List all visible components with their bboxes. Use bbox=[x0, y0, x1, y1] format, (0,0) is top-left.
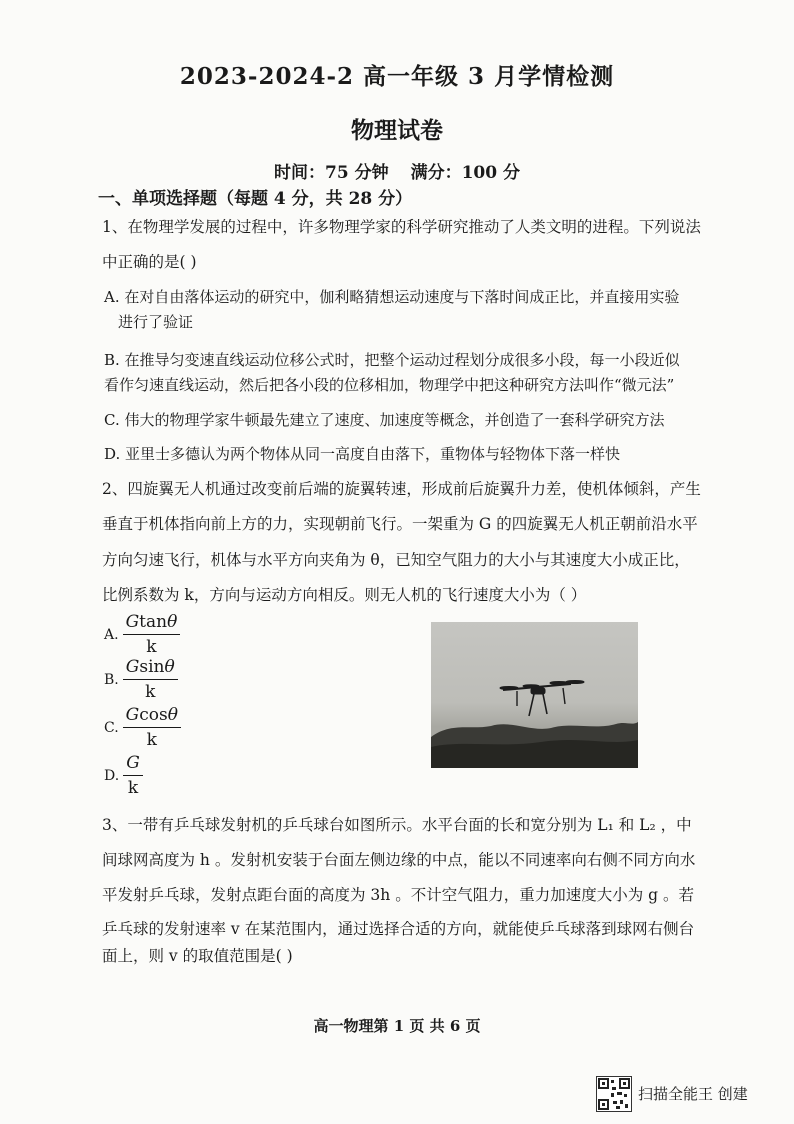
q1-option-a-line1: A. 在对自由落体运动的研究中，伽利略猜想运动速度与下落时间成正比，并直接用实验 bbox=[104, 288, 680, 306]
exam-score: 满分：100 分 bbox=[410, 163, 520, 183]
denominator: k bbox=[146, 730, 157, 750]
q1-stem-line2: 中正确的是( ) bbox=[102, 253, 197, 271]
q3-stem-line1: 3、一带有乒乓球发射机的乒乓球台如图所示。水平台面的长和宽分别为 L₁ 和 L₂ ，中 bbox=[102, 816, 692, 834]
q2-stem-line2: 垂直于机体指向前上方的力，实现朝前飞行。一架重为 G 的四旋翼无人机正朝前沿水平 bbox=[102, 515, 698, 533]
q1-option-b-line2: 看作匀速直线运动，然后把各小段的位移相加，物理学中把这种研究方法叫作“微元法” bbox=[104, 376, 675, 394]
exam-subject: 物理试卷 bbox=[351, 117, 443, 144]
exam-info bbox=[0, 158, 794, 183]
q2-stem-line1: 2、四旋翼无人机通过改变前后端的旋翼转速，形成前后旋翼升力差，使机体倾斜，产生 bbox=[102, 480, 701, 498]
q3-stem-line3: 平发射乒乓球，发射点距台面的高度为 3h 。不计空气阻力，重力加速度大小为 g 。若 bbox=[102, 886, 694, 904]
denominator: k bbox=[127, 778, 139, 798]
numerator-fn: sin bbox=[139, 657, 165, 677]
q2-stem-line3: 方向匀速飞行，机体与水平方向夹角为 θ，已知空气阻力的大小与其速度大小成正比， bbox=[102, 551, 690, 569]
exam-time: 时间：75 分钟 bbox=[274, 163, 389, 183]
q1-stem-line1: 1、在物理学发展的过程中，许多物理学家的科学研究推动了人类文明的进程。下列说法 bbox=[102, 218, 701, 236]
q3-stem-line4: 乒乓球的发射速率 v 在某范围内，通过选择合适的方向，就能使乒乓球落到球网右侧台 bbox=[102, 920, 695, 938]
q2-option-c-letter: C. bbox=[104, 719, 119, 736]
section-heading: 一、单项选择题（每题 4 分，共 28 分） bbox=[98, 189, 413, 209]
scanner-watermark: 扫描全能王 创建 bbox=[638, 1085, 748, 1103]
numerator-var: G bbox=[125, 657, 140, 677]
page-footer: 高一物理第 1 页 共 6 页 bbox=[313, 1017, 481, 1035]
q1-option-c: C. 伟大的物理学家牛顿最先建立了速度、加速度等概念，并创造了一套科学研究方法 bbox=[104, 411, 665, 429]
numerator-var: G bbox=[126, 753, 140, 773]
q3-stem-line2: 间球网高度为 h 。发射机安装于台面左侧边缘的中点，能以不同速率向右侧不同方向水 bbox=[102, 851, 696, 869]
fraction bbox=[123, 753, 143, 798]
q2-option-a-letter: A. bbox=[104, 626, 119, 643]
q2-option-c bbox=[104, 705, 181, 750]
q1-option-a-line2: 进行了验证 bbox=[118, 313, 194, 331]
exam-title: 2023-2024-2 高一年级 3 月学情检测 bbox=[179, 63, 615, 90]
q2-option-a bbox=[104, 612, 180, 657]
numerator-angle: θ bbox=[164, 657, 175, 677]
q2-option-b-letter: B. bbox=[104, 671, 119, 688]
q3-stem-line5: 面上，则 v 的取值范围是( ) bbox=[102, 947, 293, 965]
numerator-angle: θ bbox=[167, 612, 178, 632]
numerator-fn: tan bbox=[139, 612, 168, 632]
q2-option-d-letter: D. bbox=[104, 767, 120, 784]
fraction bbox=[123, 612, 181, 657]
q2-option-d bbox=[104, 753, 143, 798]
q2-stem-line4: 比例系数为 k，方向与运动方向相反。则无人机的飞行速度大小为（ ） bbox=[102, 586, 587, 604]
q2-option-b bbox=[104, 657, 178, 702]
q1-option-d: D. 亚里士多德认为两个物体从同一高度自由落下，重物体与轻物体下落一样快 bbox=[104, 445, 621, 463]
drone-photo bbox=[431, 622, 638, 768]
numerator-var: G bbox=[125, 705, 140, 725]
numerator-angle: θ bbox=[167, 705, 178, 725]
numerator-fn: cos bbox=[139, 705, 168, 725]
denominator: k bbox=[145, 682, 156, 702]
q1-option-b-line1: B. 在推导匀变速直线运动位移公式时，把整个运动过程划分成很多小段，每一小段近似 bbox=[104, 351, 680, 369]
drone-illustration bbox=[431, 622, 638, 768]
numerator-var: G bbox=[125, 612, 140, 632]
fraction bbox=[123, 657, 178, 702]
fraction bbox=[123, 705, 181, 750]
drone bbox=[500, 681, 584, 717]
denominator: k bbox=[146, 637, 157, 657]
qr-code-icon bbox=[596, 1076, 632, 1112]
